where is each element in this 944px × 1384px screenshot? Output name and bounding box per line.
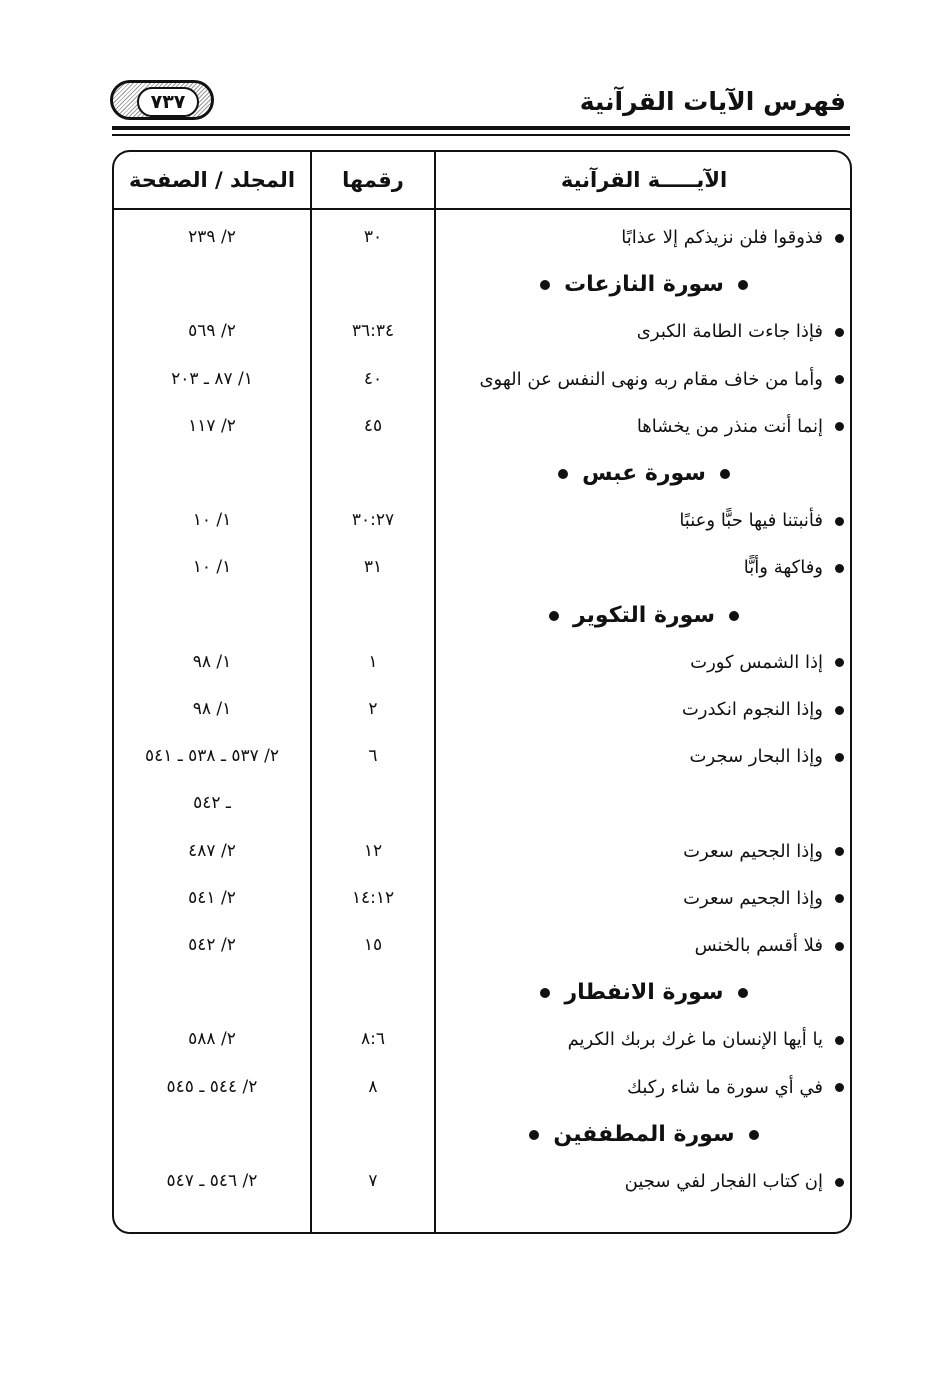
- table-row: [114, 922, 850, 969]
- verse-text: يا أيها الإنسان ما غرك بربك الكريم: [567, 1029, 823, 1051]
- verse-number: ١: [368, 651, 378, 672]
- bullet-icon: [729, 611, 739, 621]
- volume-page-reference: ٢/ ١١٧: [188, 415, 236, 436]
- volume-page-reference: ١/ ١٠: [192, 557, 232, 578]
- surah-name: سورة المطففين: [553, 1121, 735, 1147]
- verse-number: ٧: [368, 1171, 378, 1191]
- verse-cell: [444, 780, 844, 827]
- verse-number: ٨:٦: [361, 1029, 385, 1050]
- bullet-icon: [529, 1130, 539, 1140]
- surah-heading-row: [114, 1111, 850, 1158]
- verse-index-table: [112, 150, 852, 1234]
- table-row: [114, 1016, 850, 1063]
- verse-cell: [444, 1158, 844, 1205]
- table-row: [114, 497, 850, 544]
- surah-heading-row: [114, 969, 850, 1016]
- surah-heading: [436, 592, 852, 639]
- bullet-icon: [835, 328, 844, 337]
- bullet-icon: [835, 847, 844, 856]
- verse-number: ١٥: [363, 935, 383, 955]
- verse-text: وأما من خاف مقام ربه ونهى النفس عن الهوى: [479, 368, 823, 390]
- verse-text: في أي سورة ما شاء ركبك: [627, 1076, 823, 1098]
- bullet-icon: [835, 706, 844, 715]
- page-number: ٧٣٧: [137, 87, 199, 117]
- bullet-icon: [835, 942, 844, 951]
- bullet-icon: [835, 517, 844, 526]
- table-row: [114, 639, 850, 686]
- volume-page-reference: ٢/ ٥٤١: [188, 887, 236, 908]
- volume-page-reference: ١/ ١٠: [192, 510, 232, 531]
- bullet-icon: [835, 894, 844, 903]
- bullet-icon: [749, 1130, 759, 1140]
- bullet-icon: [835, 658, 844, 667]
- bullet-icon: [835, 753, 844, 762]
- verse-cell: [444, 403, 844, 450]
- table-row: [114, 1158, 850, 1205]
- surah-name: سورة النازعات: [564, 272, 724, 298]
- bullet-icon: [835, 1036, 844, 1045]
- surah-heading-row: [114, 592, 850, 639]
- verse-cell: [444, 356, 844, 403]
- verse-text: فذوقوا فلن نزيذكم إلا عذابًا: [621, 227, 823, 248]
- table-row: [114, 780, 850, 827]
- verse-cell: [444, 828, 844, 875]
- table-row: [114, 828, 850, 875]
- verse-cell: [444, 497, 844, 544]
- table-row: [114, 356, 850, 403]
- bullet-icon: [540, 988, 550, 998]
- verse-number: ٣١: [363, 557, 383, 578]
- verse-text: وفاكهة وأبًّا: [743, 557, 823, 579]
- verse-text: وإذا الجحيم سعرت: [683, 887, 823, 909]
- verse-number: ٤٥: [363, 415, 383, 436]
- bullet-icon: [835, 422, 844, 431]
- volume-page-reference: ـ ٥٤٢: [193, 793, 231, 814]
- bullet-icon: [540, 280, 550, 290]
- verse-number: ٤٠: [363, 368, 383, 389]
- volume-page-reference: ٢/ ٥٤٢: [188, 935, 236, 955]
- page-number-badge: [110, 80, 214, 120]
- volume-page-reference: ٢/ ٥٨٨: [188, 1029, 236, 1050]
- surah-heading: [436, 261, 852, 308]
- bullet-icon: [835, 1178, 844, 1187]
- volume-page-reference: ٢/ ٢٣٩: [188, 227, 236, 247]
- verse-number: [312, 780, 434, 827]
- verse-cell: [444, 214, 844, 261]
- verse-cell: [444, 686, 844, 733]
- table-row: [114, 214, 850, 261]
- verse-text: إنما أنت منذر من يخشاها: [636, 415, 823, 437]
- verse-number: ٣٠: [363, 227, 383, 247]
- volume-page-reference: ٢/ ٥٤٤ ـ ٥٤٥: [166, 1076, 258, 1097]
- volume-page-reference: ١/ ٨٧ ـ ٢٠٣: [171, 368, 253, 389]
- table-row: [114, 733, 850, 780]
- bullet-icon: [549, 611, 559, 621]
- table-row: [114, 686, 850, 733]
- bullet-icon: [835, 375, 844, 384]
- bullet-icon: [720, 469, 730, 479]
- verse-number: ٨: [368, 1076, 378, 1097]
- column-header-number: رقمها: [342, 168, 404, 192]
- surah-heading: [436, 969, 852, 1016]
- verse-cell: [444, 875, 844, 922]
- verse-text: إذا الشمس كورت: [690, 651, 823, 673]
- verse-number: ١٢: [363, 840, 383, 861]
- index-title: فهرس الآيات القرآنية: [579, 87, 846, 116]
- volume-page-reference: ٢/ ٥٤٦ ـ ٥٤٧: [166, 1171, 258, 1191]
- verse-text: وإذا النجوم انكدرت: [681, 699, 823, 720]
- surah-heading: [436, 450, 852, 497]
- verse-number: ٣٠:٢٧: [351, 510, 395, 531]
- surah-heading-row: [114, 261, 850, 308]
- header-rule-thick: [112, 126, 850, 130]
- surah-name: سورة التكوير: [572, 602, 716, 628]
- surah-heading: [436, 1111, 852, 1158]
- table-row: [114, 308, 850, 355]
- verse-text: فلا أقسم بالخنس: [694, 935, 823, 956]
- verse-number: ٣٦:٣٤: [351, 321, 395, 342]
- verse-text: فأنبتنا فيها حبًّا وعنبًا: [679, 510, 823, 532]
- bullet-icon: [738, 280, 748, 290]
- volume-page-reference: ١/ ٩٨: [192, 699, 232, 719]
- table-row: [114, 544, 850, 591]
- table-row: [114, 875, 850, 922]
- verse-text: وإذا البحار سجرت: [689, 746, 823, 768]
- table-row: [114, 403, 850, 450]
- verse-cell: [444, 544, 844, 591]
- verse-text: إن كتاب الفجار لفي سجين: [624, 1171, 823, 1192]
- header-rule-thin: [112, 134, 850, 136]
- surah-heading-row: [114, 450, 850, 497]
- volume-page-reference: ٢/ ٥٦٩: [188, 321, 236, 342]
- verse-text: وإذا الجحيم سعرت: [683, 840, 823, 862]
- bullet-icon: [558, 469, 568, 479]
- table-header-rule: [114, 208, 850, 210]
- volume-page-reference: ٢/ ٤٨٧: [188, 840, 236, 861]
- verse-cell: [444, 1016, 844, 1063]
- verse-text: فإذا جاءت الطامة الكبرى: [636, 321, 823, 343]
- volume-page-reference: ٢/ ٥٣٧ ـ ٥٣٨ ـ ٥٤١: [144, 746, 280, 767]
- verse-cell: [444, 308, 844, 355]
- surah-name: سورة عبس: [582, 461, 706, 486]
- bullet-icon: [835, 1083, 844, 1092]
- verse-number: ٢: [368, 699, 378, 719]
- verse-number: ١٤:١٢: [351, 887, 395, 908]
- verse-cell: [444, 922, 844, 969]
- page-header: [104, 78, 846, 130]
- table-row: [114, 1064, 850, 1111]
- column-header-volume-page: المجلد / الصفحة: [128, 168, 296, 192]
- column-header-verse: الآيـــــة القرآنية: [560, 168, 728, 192]
- bullet-icon: [738, 988, 748, 998]
- verse-cell: [444, 1064, 844, 1111]
- verse-cell: [444, 733, 844, 780]
- volume-page-reference: ١/ ٩٨: [192, 651, 232, 672]
- surah-name: سورة الانفطار: [564, 980, 724, 1006]
- verse-number: ٦: [368, 746, 378, 767]
- verse-cell: [444, 639, 844, 686]
- bullet-icon: [835, 564, 844, 573]
- bullet-icon: [835, 234, 844, 243]
